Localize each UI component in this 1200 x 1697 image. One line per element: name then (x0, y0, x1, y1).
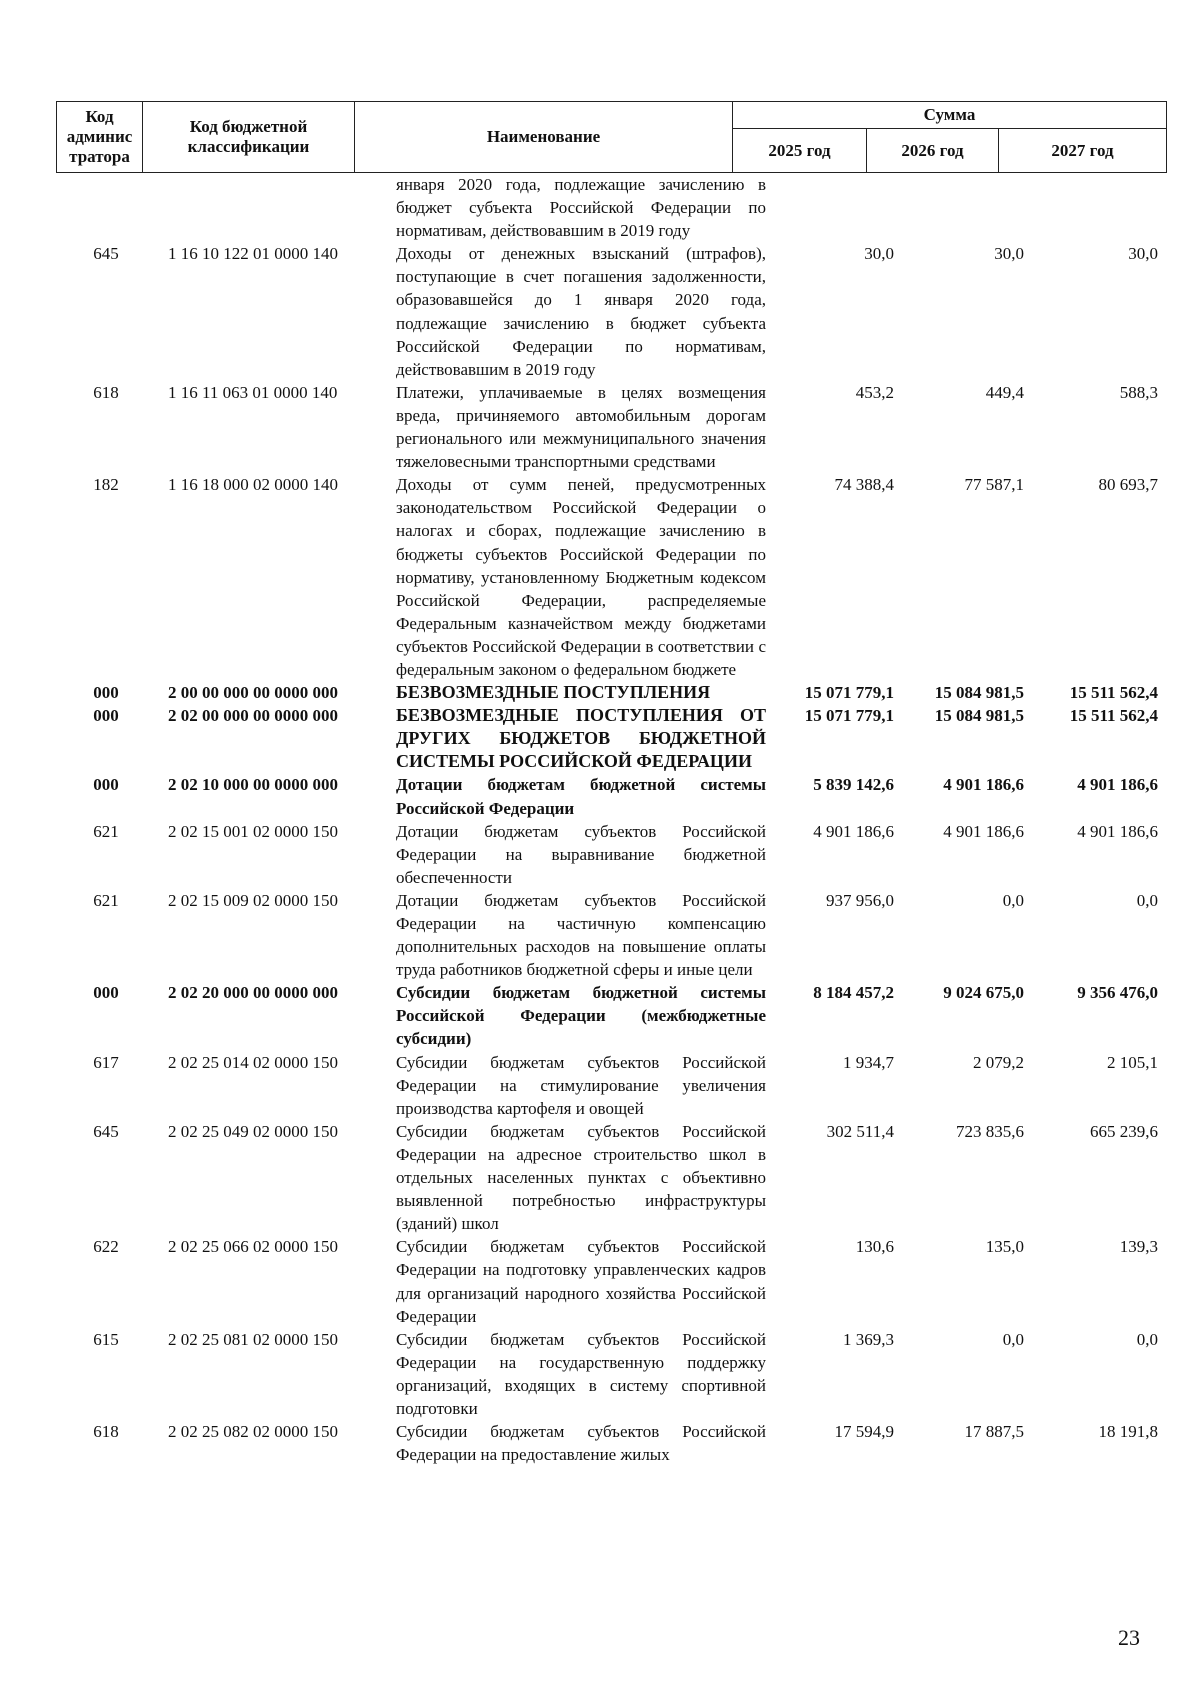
kbk-cell: 2 02 25 014 02 0000 150 (168, 1052, 338, 1072)
table-header (56, 101, 1167, 173)
table-row (56, 381, 1166, 473)
table-row (56, 242, 1166, 381)
header-name: Наименование (355, 102, 733, 173)
value-2025-cell: 8 184 457,2 (813, 983, 894, 1003)
name-cell: Субсидии бюджетам субъектов Российской Федерации на адресное строительство школ в отдельных населенных пунктах с объективно выявленной потребностью инфраструктуры (зданий) школ (396, 1121, 766, 1234)
header-year-2027: 2027 год (999, 129, 1167, 173)
table-row (56, 773, 1166, 819)
name-cell: Субсидии бюджетам субъектов Российской Федерации на стимулирование увеличения производства картофеля и овощей (396, 1052, 766, 1118)
kbk-cell: 2 02 00 000 00 0000 000 (168, 706, 338, 726)
value-2027-cell: 4 901 186,6 (1077, 821, 1158, 841)
kbk-cell: 2 02 25 081 02 0000 150 (168, 1329, 338, 1349)
admin-code-cell: 182 (93, 475, 119, 495)
table-row (56, 1420, 1166, 1466)
kbk-cell: 2 02 10 000 00 0000 000 (168, 775, 338, 795)
name-cell: Субсидии бюджетам субъектов Российской Федерации на подготовку управленческих кадров для организаций народного хозяйства Российской Федерации (396, 1237, 766, 1326)
kbk-cell: 1 16 11 063 01 0000 140 (168, 382, 338, 402)
value-2027-cell: 665 239,6 (1090, 1121, 1158, 1141)
table-row (56, 889, 1166, 981)
value-2027-cell: 15 511 562,4 (1069, 706, 1158, 726)
value-2025-cell: 937 956,0 (826, 890, 894, 910)
value-2025-cell: 17 594,9 (834, 1422, 894, 1442)
value-2025-cell: 15 071 779,1 (804, 683, 894, 703)
page-number: 23 (1118, 1625, 1140, 1650)
header-admin-code (57, 102, 143, 173)
table-body (56, 173, 1166, 1466)
admin-code-cell: 615 (93, 1329, 119, 1349)
value-2027-cell: 0,0 (1136, 890, 1158, 910)
name-cell: Дотации бюджетам субъектов Российской Федерации на частичную компенсацию дополнительных расходов на повышение оплаты труда работников бюджетной сферы и иные цели (396, 890, 766, 980)
header-kbk: Код бюджетной классификации (143, 102, 355, 173)
continuation-text: января 2020 года, подлежащие зачислению в бюджет субъекта Российской Федерации по нормативам, действовавшим в 2019 году (396, 175, 766, 241)
value-2025-cell: 1 369,3 (843, 1329, 894, 1349)
admin-code-cell: 000 (93, 706, 119, 726)
value-2027-cell: 2 105,1 (1107, 1052, 1158, 1072)
name-cell: БЕЗВОЗМЕЗДНЫЕ ПОСТУПЛЕНИЯ ОТ ДРУГИХ БЮДЖЕТОВ БЮДЖЕТНОЙ СИСТЕМЫ РОССИЙСКОЙ ФЕДЕРАЦИИ (396, 705, 766, 772)
table-row (56, 1051, 1166, 1120)
value-2026-cell: 135,0 (985, 1237, 1024, 1257)
value-2026-cell: 4 901 186,6 (943, 775, 1024, 795)
admin-code-cell: 000 (93, 683, 119, 703)
value-2026-cell: 17 887,5 (964, 1422, 1024, 1442)
value-2027-cell: 18 191,8 (1098, 1422, 1158, 1442)
value-2026-cell: 2 079,2 (973, 1052, 1024, 1072)
kbk-cell: 2 00 00 000 00 0000 000 (168, 683, 338, 703)
header-year-2026: 2026 год (867, 129, 999, 173)
value-2027-cell: 4 901 186,6 (1077, 775, 1158, 795)
name-cell: Субсидии бюджетам субъектов Российской Федерации на предоставление жилых (396, 1422, 766, 1465)
value-2026-cell: 30,0 (994, 244, 1024, 264)
table-row (56, 681, 1166, 704)
admin-code-cell: 622 (93, 1237, 119, 1257)
kbk-cell: 1 16 18 000 02 0000 140 (168, 475, 338, 495)
name-cell: Платежи, уплачиваемые в целях возмещения вреда, причиняемого автомобильным дорогам регионального или межмуниципального значения тяжеловесными транспортными средствами (396, 382, 766, 472)
header-admin-line: тратора (69, 147, 130, 166)
kbk-cell: 2 02 15 009 02 0000 150 (168, 890, 338, 910)
value-2025-cell: 15 071 779,1 (804, 706, 894, 726)
header-sum: Сумма (733, 102, 1167, 129)
name-cell: БЕЗВОЗМЕЗДНЫЕ ПОСТУПЛЕНИЯ (396, 682, 711, 703)
value-2026-cell: 723 835,6 (956, 1121, 1024, 1141)
value-2025-cell: 130,6 (855, 1237, 894, 1257)
admin-code-cell: 618 (93, 382, 119, 402)
kbk-cell: 1 16 10 122 01 0000 140 (168, 244, 338, 264)
value-2026-cell: 0,0 (1002, 890, 1024, 910)
table-row (56, 981, 1166, 1050)
kbk-cell: 2 02 25 049 02 0000 150 (168, 1121, 338, 1141)
admin-code-cell: 000 (93, 775, 119, 795)
name-cell: Дотации бюджетам субъектов Российской Федерации на выравнивание бюджетной обеспеченности (396, 821, 766, 887)
value-2027-cell: 588,3 (1119, 382, 1158, 402)
admin-code-cell: 000 (93, 983, 119, 1003)
admin-code-cell: 621 (93, 821, 119, 841)
admin-code-cell: 621 (93, 890, 119, 910)
value-2027-cell: 9 356 476,0 (1077, 983, 1158, 1003)
value-2026-cell: 449,4 (985, 382, 1024, 402)
kbk-cell: 2 02 15 001 02 0000 150 (168, 821, 338, 841)
value-2025-cell: 74 388,4 (834, 475, 894, 495)
kbk-cell: 2 02 25 066 02 0000 150 (168, 1237, 338, 1257)
value-2025-cell: 5 839 142,6 (813, 775, 894, 795)
table-row (56, 1120, 1166, 1235)
value-2025-cell: 30,0 (864, 244, 894, 264)
admin-code-cell: 645 (93, 1121, 119, 1141)
value-2027-cell: 0,0 (1136, 1329, 1158, 1349)
kbk-cell: 2 02 20 000 00 0000 000 (168, 983, 338, 1003)
header-year-2025: 2025 год (733, 129, 867, 173)
name-cell: Субсидии бюджетам бюджетной системы Российской Федерации (межбюджетные субсидии) (396, 983, 766, 1049)
value-2025-cell: 1 934,7 (843, 1052, 894, 1072)
table-row (56, 820, 1166, 889)
value-2025-cell: 302 511,4 (826, 1121, 894, 1141)
name-cell: Доходы от сумм пеней, предусмотренных законодательством Российской Федерации о налогах и сборах, подлежащие зачислению в бюджеты субъектов Российской Федерации по нормативу, установленному Бюджетным кодексом Российской Федерации, распределяемые Федеральным казначейством между бюджетами субъектов Российской Федерации в соответствии с федеральным законом о федеральном бюджете (396, 475, 766, 679)
value-2027-cell: 139,3 (1119, 1237, 1158, 1257)
header-admin-line: Код (85, 107, 114, 126)
value-2027-cell: 80 693,7 (1098, 475, 1158, 495)
table-row (56, 1328, 1166, 1420)
value-2027-cell: 30,0 (1128, 244, 1158, 264)
name-cell: Субсидии бюджетам субъектов Российской Федерации на государственную поддержку организаций, входящих в систему спортивной подготовки (396, 1329, 766, 1418)
header-admin-line: админис (66, 127, 133, 146)
value-2027-cell: 15 511 562,4 (1069, 683, 1158, 703)
value-2026-cell: 4 901 186,6 (943, 821, 1024, 841)
value-2025-cell: 453,2 (855, 382, 894, 402)
name-cell: Доходы от денежных взысканий (штрафов), поступающие в счет погашения задолженности, образовавшейся до 1 января 2020 года, подлежащие зачислению в бюджет субъекта Российской Федерации по нормативам, действовавшим в 2019 году (396, 244, 766, 379)
table-row (56, 473, 1166, 681)
table-row (56, 704, 1166, 773)
name-cell: Дотации бюджетам бюджетной системы Российской Федерации (396, 775, 766, 818)
admin-code-cell: 617 (93, 1052, 119, 1072)
table-row (56, 1235, 1166, 1327)
value-2026-cell: 15 084 981,5 (934, 683, 1024, 703)
continuation-row (56, 173, 1166, 242)
table-rows (56, 242, 1166, 1466)
value-2026-cell: 0,0 (1002, 1329, 1024, 1349)
value-2026-cell: 77 587,1 (964, 475, 1024, 495)
admin-code-cell: 618 (93, 1422, 119, 1442)
value-2026-cell: 9 024 675,0 (943, 983, 1024, 1003)
value-2026-cell: 15 084 981,5 (934, 706, 1024, 726)
kbk-cell: 2 02 25 082 02 0000 150 (168, 1422, 338, 1442)
admin-code-cell: 645 (93, 244, 119, 264)
value-2025-cell: 4 901 186,6 (813, 821, 894, 841)
